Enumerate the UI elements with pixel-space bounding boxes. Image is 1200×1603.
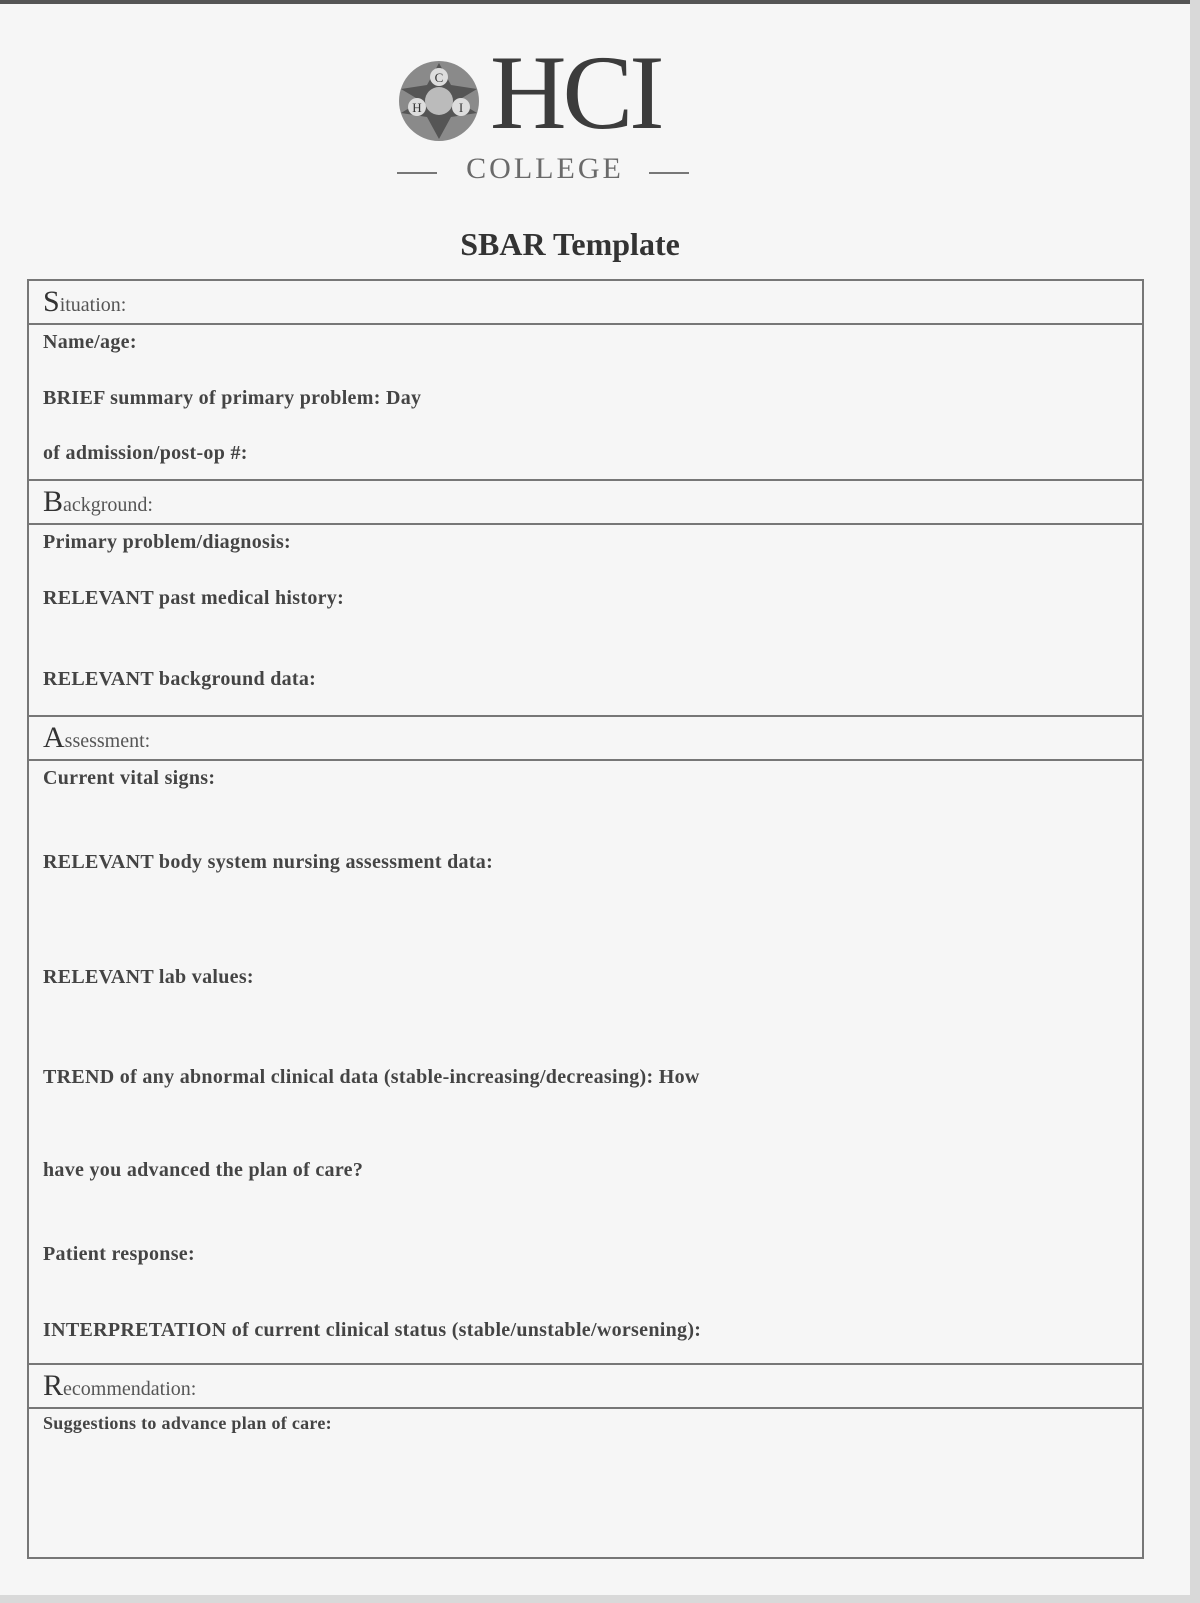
hci-college-logo	[395, 34, 705, 185]
recommendation-heading	[43, 1369, 196, 1403]
background-heading	[43, 485, 153, 519]
recommendation-heading-rest: ecommendation:	[63, 1378, 197, 1400]
field-past-medical-history: RELEVANT past medical history:	[43, 587, 345, 609]
emblem-letter-i: I	[458, 100, 464, 115]
field-name-age: Name/age:	[43, 331, 137, 353]
background-body[interactable]	[29, 525, 1142, 717]
recommendation-initial: R	[43, 1369, 64, 1402]
situation-heading-rest: ituation:	[59, 294, 127, 316]
logo-college-row	[397, 152, 697, 192]
maltese-cross-emblem-icon	[395, 57, 483, 145]
field-advanced-plan: have you advanced the plan of care?	[43, 1159, 364, 1181]
field-brief-summary: BRIEF summary of primary problem: Day	[43, 387, 422, 409]
situation-body[interactable]	[29, 325, 1142, 481]
assessment-header	[29, 717, 1142, 761]
field-vital-signs: Current vital signs:	[43, 767, 216, 789]
field-background-data: RELEVANT background data:	[43, 668, 317, 690]
situation-initial: S	[43, 285, 60, 318]
background-heading-rest: ackground:	[63, 494, 153, 516]
field-lab-values: RELEVANT lab values:	[43, 966, 254, 988]
field-suggestions: Suggestions to advance plan of care:	[43, 1413, 332, 1433]
situation-heading	[43, 285, 126, 319]
field-trend: TREND of any abnormal clinical data (stable-increasing/decreasing): How	[43, 1066, 700, 1088]
background-header	[29, 481, 1142, 525]
logo-hci-text: HCI	[490, 34, 661, 151]
field-interpretation: INTERPRETATION of current clinical status (stable/unstable/worsening):	[43, 1319, 702, 1341]
emblem-letter-h: H	[412, 100, 422, 115]
page-title: SBAR Template	[460, 226, 680, 262]
field-patient-response: Patient response:	[43, 1243, 195, 1265]
emblem-letter-c: C	[434, 70, 444, 85]
background-initial: B	[43, 485, 64, 518]
assessment-body[interactable]	[29, 761, 1142, 1365]
logo-rule-left	[397, 172, 437, 174]
sbar-form	[27, 279, 1144, 1559]
field-nursing-assessment: RELEVANT body system nursing assessment data:	[43, 851, 494, 873]
assessment-heading-rest: ssessment:	[64, 730, 151, 752]
logo-college-text: COLLEGE	[466, 152, 624, 185]
field-primary-problem: Primary problem/diagnosis:	[43, 531, 291, 553]
assessment-initial: A	[43, 721, 65, 754]
situation-header	[29, 281, 1142, 325]
field-day-of-admission: of admission/post-op #:	[43, 442, 248, 464]
assessment-heading	[43, 721, 150, 755]
logo-rule-right	[649, 172, 689, 174]
recommendation-body[interactable]	[29, 1409, 1142, 1557]
recommendation-header	[29, 1365, 1142, 1409]
